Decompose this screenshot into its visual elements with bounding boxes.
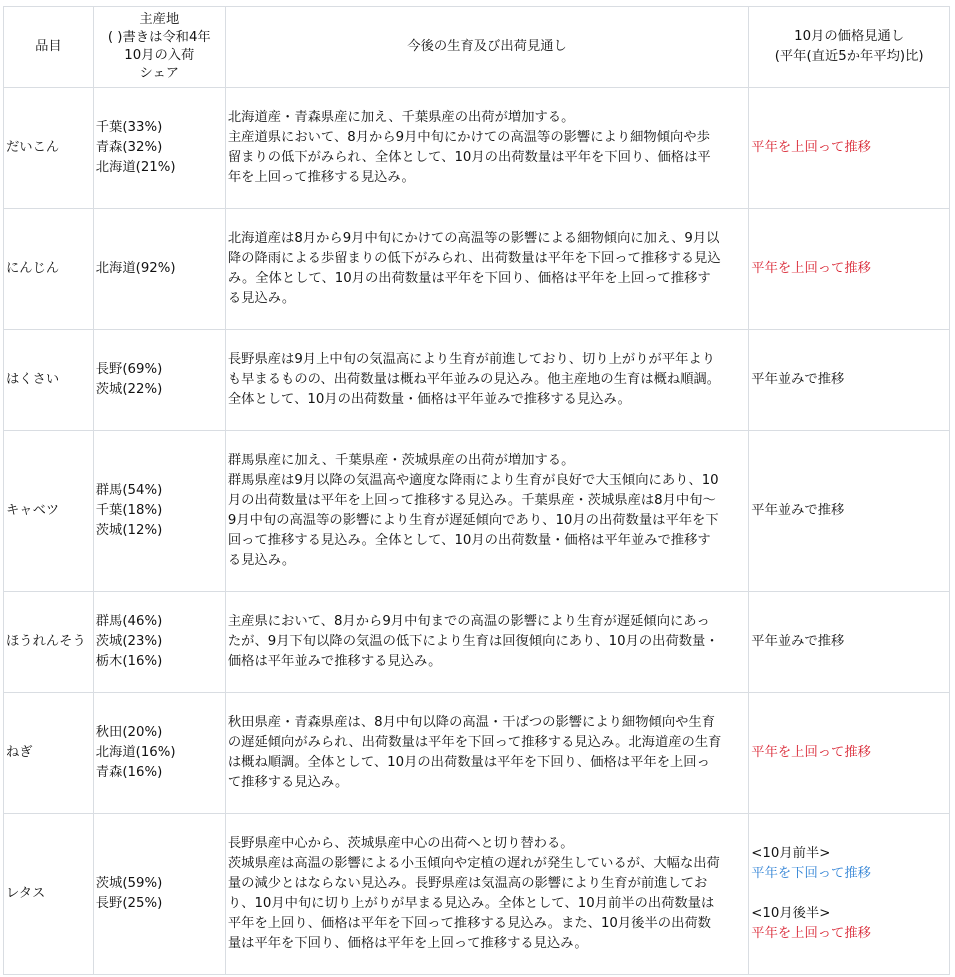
price-line: <10月前半> — [751, 846, 831, 861]
outlook-line: 量は平年を下回り、価格は平年を上回って推移する見込み。 — [227, 936, 588, 951]
price-cell — [749, 209, 950, 330]
origin-cell — [93, 431, 225, 592]
table-body — [4, 88, 950, 975]
outlook-line: 北海道産は8月から9月中旬にかけての高温等の影響による細物傾向に加え、9月以 — [227, 231, 720, 246]
outlook-line: の遅延傾向がみられ、出荷数量は平年を下回って推移する見込み。北海道産の生育 — [227, 735, 722, 750]
price-line: 平年を下回って推移 — [751, 866, 871, 881]
outlook-cell — [225, 209, 748, 330]
price-line: 平年並みで推移 — [751, 503, 845, 518]
outlook-line: 全体として、10月の出荷数量・価格は平年並みで推移する見込み。 — [227, 392, 631, 407]
header-item: 品目 — [4, 7, 94, 88]
outlook-cell — [225, 330, 748, 431]
header-price-line: (平年(直近5か年平均)比) — [774, 49, 924, 64]
header-row — [4, 7, 950, 88]
price-cell — [749, 693, 950, 814]
table-row — [4, 693, 950, 814]
table-row — [4, 431, 950, 592]
outlook-line: 価格は平年並みで推移する見込み。 — [227, 654, 442, 669]
outlook-line: 長野県産中心から、茨城県産中心の出荷へと切り替わる。 — [227, 836, 574, 851]
price-line: 平年を上回って推移 — [751, 261, 871, 276]
vegetable-outlook-table — [3, 6, 950, 975]
price-cell — [749, 592, 950, 693]
origin-line: 千葉(18%) — [95, 503, 163, 518]
table-row — [4, 592, 950, 693]
origin-cell — [93, 814, 225, 975]
origin-line: 群馬(46%) — [95, 614, 163, 629]
origin-line: 茨城(12%) — [95, 523, 163, 538]
outlook-line: る見込み。 — [227, 291, 296, 306]
outlook-line: は概ね順調。全体として、10月の出荷数量は平年を下回り、価格は平年を上回っ — [227, 755, 710, 770]
outlook-line: 茨城県産は高温の影響による小玉傾向や定植の遅れが発生しているが、大幅な出荷 — [227, 856, 720, 871]
origin-line: 栃木(16%) — [95, 654, 163, 669]
header-origin-line: 10月の入荷 — [124, 48, 195, 63]
outlook-line: 降の降雨による歩留まりの低下がみられ、出荷数量は平年を下回って推移する見込 — [227, 251, 721, 266]
price-line: <10月後半> — [751, 906, 831, 921]
price-line: 平年並みで推移 — [751, 372, 845, 387]
outlook-line: み。全体として、10月の出荷数量は平年を下回り、価格は平年を上回って推移す — [227, 271, 711, 286]
item-cell: キャベツ — [4, 431, 94, 592]
origin-cell — [93, 693, 225, 814]
header-price-line: 10月の価格見通し — [794, 29, 905, 44]
item-cell: ねぎ — [4, 693, 94, 814]
outlook-line: 群馬県産に加え、千葉県産・茨城県産の出荷が増加する。 — [227, 453, 575, 468]
price-line: 平年を上回って推移 — [751, 140, 871, 155]
outlook-line: 留まりの低下がみられ、全体として、10月の出荷数量は平年を下回り、価格は平 — [227, 150, 711, 165]
origin-line: 秋田(20%) — [95, 725, 163, 740]
outlook-cell — [225, 693, 748, 814]
item-cell: はくさい — [4, 330, 94, 431]
price-line: 平年を上回って推移 — [751, 926, 871, 941]
header-outlook: 今後の生育及び出荷見通し — [225, 7, 748, 88]
outlook-line: 秋田県産・青森県産は、8月中旬以降の高温・干ばつの影響により細物傾向や生育 — [227, 715, 716, 730]
origin-line: 長野(25%) — [95, 896, 163, 911]
table-row — [4, 330, 950, 431]
outlook-line: 主産道県において、8月から9月中旬にかけての高温等の影響により細物傾向や歩 — [227, 130, 710, 145]
origin-line: 長野(69%) — [95, 362, 163, 377]
price-cell — [749, 431, 950, 592]
origin-line: 茨城(22%) — [95, 382, 163, 397]
price-cell — [749, 88, 950, 209]
outlook-line: 主産県において、8月から9月中旬までの高温の影響により生育が遅延傾向にあっ — [227, 614, 710, 629]
outlook-line: 群馬県産は9月以降の気温高や適度な降雨により生育が良好で大玉傾向にあり、10 — [227, 473, 719, 488]
outlook-line: 北海道産・青森県産に加え、千葉県産の出荷が増加する。 — [227, 110, 575, 125]
price-cell — [749, 330, 950, 431]
header-origin-line: ( )書きは令和4年 — [107, 30, 211, 45]
outlook-line: 量の減少とはならない見込み。長野県産は気温高の影響により生育が前進してお — [227, 876, 708, 891]
origin-line: 青森(16%) — [95, 765, 163, 780]
header-origin-line: 主産地 — [139, 12, 180, 27]
header-origin-line: シェア — [139, 66, 180, 81]
origin-line: 群馬(54%) — [95, 483, 163, 498]
table-row — [4, 814, 950, 975]
outlook-line: る見込み。 — [227, 553, 296, 568]
outlook-line: 年を上回って推移する見込み。 — [227, 170, 415, 185]
outlook-cell — [225, 431, 748, 592]
origin-line: 千葉(33%) — [95, 120, 163, 135]
outlook-line: り、10月中旬に切り上がりが早まる見込み。全体として、10月前半の出荷数量は — [227, 896, 715, 911]
origin-cell — [93, 330, 225, 431]
header-origin — [93, 7, 225, 88]
price-spacer — [751, 884, 949, 904]
item-cell: にんじん — [4, 209, 94, 330]
outlook-cell — [225, 88, 748, 209]
outlook-line: たが、9月下旬以降の気温の低下により生育は回復傾向にあり、10月の出荷数量・ — [227, 634, 719, 649]
outlook-line: 9月中旬の高温等の影響により生育が遅延傾向であり、10月の出荷数量は平年を下 — [227, 513, 719, 528]
origin-line: 茨城(59%) — [95, 876, 163, 891]
outlook-line: も早まるものの、出荷数量は概ね平年並みの見込み。他主産地の生育は概ね順調。 — [227, 372, 721, 387]
outlook-cell — [225, 592, 748, 693]
item-cell: だいこん — [4, 88, 94, 209]
outlook-line: 月の出荷数量は平年を上回って推移する見込み。千葉県産・茨城県産は8月中旬～ — [227, 493, 716, 508]
origin-cell — [93, 592, 225, 693]
origin-line: 青森(32%) — [95, 140, 163, 155]
origin-line: 茨城(23%) — [95, 634, 163, 649]
outlook-line: て推移する見込み。 — [227, 775, 349, 790]
origin-cell — [93, 88, 225, 209]
table-row — [4, 209, 950, 330]
header-price — [749, 7, 950, 88]
price-line: 平年を上回って推移 — [751, 745, 871, 760]
outlook-line: 平年を上回り、価格は平年を下回って推移する見込み。また、10月後半の出荷数 — [227, 916, 711, 931]
outlook-line: 長野県産は9月上中旬の気温高により生育が前進しており、切り上がりが平年より — [227, 352, 716, 367]
origin-line: 北海道(16%) — [95, 745, 176, 760]
price-cell — [749, 814, 950, 975]
origin-cell — [93, 209, 225, 330]
price-line: 平年並みで推移 — [751, 634, 845, 649]
item-cell: レタス — [4, 814, 94, 975]
origin-line: 北海道(21%) — [95, 160, 176, 175]
outlook-line: 回って推移する見込み。全体として、10月の出荷数量・価格は平年並みで推移す — [227, 533, 711, 548]
table-row — [4, 88, 950, 209]
item-cell: ほうれんそう — [4, 592, 94, 693]
outlook-cell — [225, 814, 748, 975]
origin-line: 北海道(92%) — [95, 261, 176, 276]
